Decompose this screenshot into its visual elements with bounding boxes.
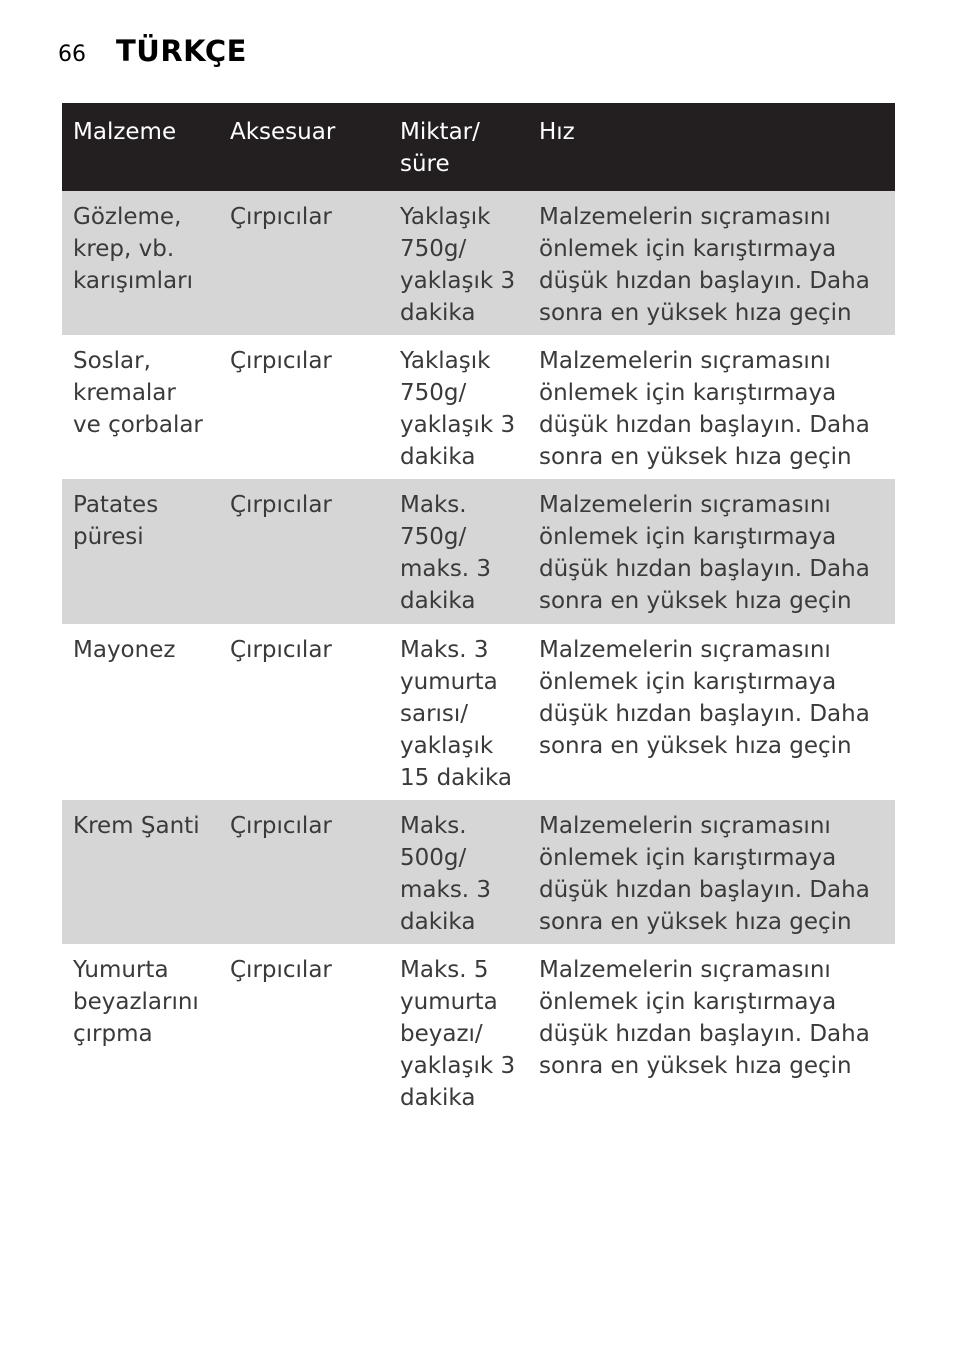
table-row [62,335,895,479]
speed-cell: Malzemelerin sıçramasını önlemek için karıştırmaya düşük hızdan başlayın. Daha sonra en yüksek hıza geçin [539,348,870,470]
amount-cell: Maks. 5 yumurta beyazı/ yaklaşık 3 dakika [400,957,516,1111]
table-row [62,624,895,800]
column-header-amount: Miktar/ süre [389,103,528,191]
table-row [62,191,895,335]
table-header [62,103,895,191]
table-row [62,479,895,624]
speed-cell: Malzemelerin sıçramasını önlemek için karıştırmaya düşük hızdan başlayın. Daha sonra en yüksek hıza geçin [539,637,870,759]
page-header [58,34,247,68]
column-header-speed: Hız [528,103,895,191]
accessory-cell: Çırpıcılar [230,348,332,374]
speed-cell: Malzemelerin sıçramasını önlemek için karıştırmaya düşük hızdan başlayın. Daha sonra en yüksek hıza geçin [539,957,870,1079]
page-number: 66 [58,42,86,67]
ingredient-cell: Patates püresi [62,479,219,624]
recipe-table [62,103,895,1120]
amount-cell: Yaklaşık 750g/ yaklaşık 3 dakika [389,191,528,335]
column-header-ingredient: Malzeme [62,103,219,191]
amount-cell: Yaklaşık 750g/ yaklaşık 3 dakika [400,348,516,470]
section-title: TÜRKÇE [116,34,247,68]
ingredient-cell: Mayonez [73,637,176,663]
table-row [62,944,895,1120]
speed-cell: Malzemelerin sıçramasını önlemek için karıştırmaya düşük hızdan başlayın. Daha sonra en yüksek hıza geçin [528,800,895,944]
table-body [62,191,895,1120]
column-header-accessory: Aksesuar [219,103,389,191]
amount-cell: Maks. 750g/ maks. 3 dakika [389,479,528,624]
accessory-cell: Çırpıcılar [219,479,389,624]
table-row [62,800,895,944]
amount-cell: Maks. 500g/ maks. 3 dakika [389,800,528,944]
amount-cell: Maks. 3 yumurta sarısı/ yaklaşık 15 dakika [400,637,512,791]
ingredient-cell: Gözleme, krep, vb. karışımları [62,191,219,335]
speed-cell: Malzemelerin sıçramasını önlemek için karıştırmaya düşük hızdan başlayın. Daha sonra en yüksek hıza geçin [528,479,895,624]
accessory-cell: Çırpıcılar [219,191,389,335]
ingredient-cell: Yumurta beyazlarını çırpma [73,957,199,1047]
accessory-cell: Çırpıcılar [230,637,332,663]
ingredient-cell: Soslar, kremalar ve çorbalar [73,348,203,438]
speed-cell: Malzemelerin sıçramasını önlemek için karıştırmaya düşük hızdan başlayın. Daha sonra en yüksek hıza geçin [528,191,895,335]
table-header-row [62,103,895,191]
ingredient-cell: Krem Şanti [62,800,219,944]
accessory-cell: Çırpıcılar [219,800,389,944]
accessory-cell: Çırpıcılar [230,957,332,983]
